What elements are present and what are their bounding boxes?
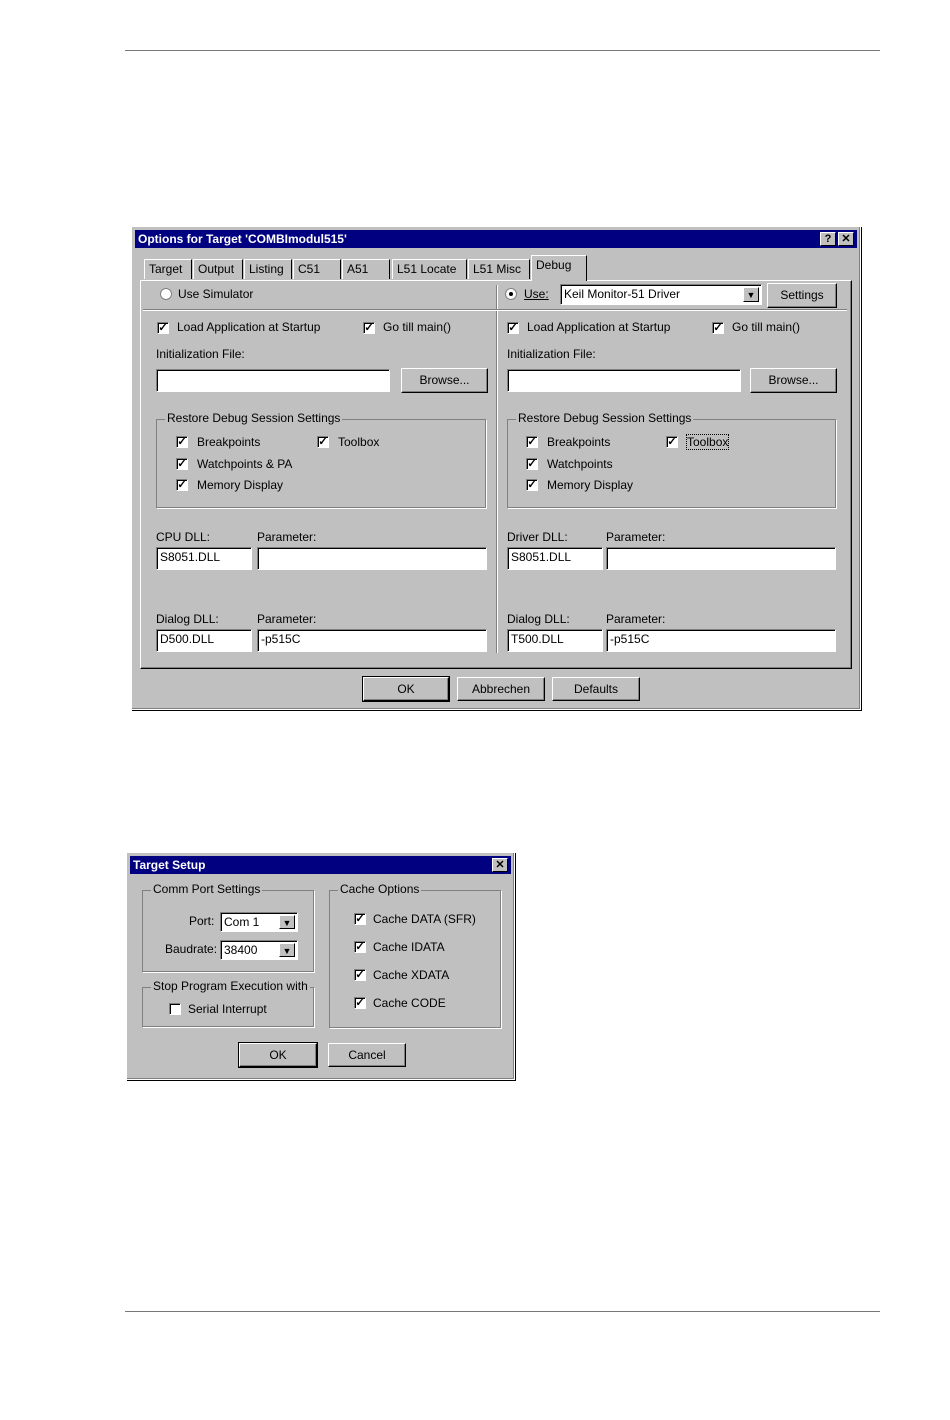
serial-interrupt-checkbox[interactable] bbox=[169, 1003, 181, 1015]
right-browse-button[interactable]: Browse... bbox=[750, 368, 837, 393]
right-toolbox-checkbox[interactable]: ✓ bbox=[667, 436, 677, 448]
tab-l51-misc[interactable]: L51 Misc bbox=[468, 259, 530, 279]
port-label: Port: bbox=[189, 914, 215, 928]
left-dialog-param-label: Parameter: bbox=[257, 612, 317, 626]
cpu-dll-input[interactable]: S8051.DLL bbox=[156, 547, 252, 570]
left-go-till-main-label: Go till main() bbox=[383, 320, 452, 334]
ok-button[interactable]: OK bbox=[363, 677, 449, 701]
target-cancel-button[interactable]: Cancel bbox=[328, 1043, 406, 1067]
tab-output[interactable]: Output bbox=[193, 259, 243, 279]
right-memory-display-label: Memory Display bbox=[547, 478, 634, 492]
left-load-app-label: Load Application at Startup bbox=[177, 320, 321, 334]
cache-idata-label: Cache IDATA bbox=[373, 940, 445, 954]
footer-rule bbox=[125, 1311, 880, 1312]
options-titlebar bbox=[135, 230, 857, 248]
baudrate-select-value: 38400 bbox=[224, 943, 258, 957]
use-simulator-radio[interactable] bbox=[160, 288, 172, 300]
tab-target[interactable]: Target bbox=[144, 259, 192, 279]
right-init-file-input[interactable] bbox=[507, 369, 741, 392]
left-restore-group bbox=[156, 411, 486, 508]
left-toolbox-label: Toolbox bbox=[338, 435, 380, 449]
left-restore-group-label: Restore Debug Session Settings bbox=[167, 411, 341, 425]
comm-port-group-label: Comm Port Settings bbox=[153, 882, 261, 896]
port-select-value: Com 1 bbox=[224, 915, 260, 929]
driver-select[interactable] bbox=[560, 284, 762, 305]
cache-data-checkbox[interactable]: ✓ bbox=[355, 913, 365, 925]
close-icon[interactable]: ✕ bbox=[838, 232, 854, 246]
cache-options-group-label: Cache Options bbox=[340, 882, 420, 896]
right-watchpoints-checkbox[interactable]: ✓ bbox=[527, 458, 537, 470]
left-go-till-main-checkbox[interactable]: ✓ bbox=[364, 322, 374, 334]
stop-exec-group-label: Stop Program Execution with bbox=[153, 979, 308, 993]
use-driver-radio[interactable] bbox=[505, 288, 517, 300]
stop-exec-group bbox=[142, 979, 314, 1027]
right-breakpoints-checkbox[interactable]: ✓ bbox=[527, 436, 537, 448]
target-ok-button[interactable]: OK bbox=[239, 1043, 317, 1067]
driver-select-value: Keil Monitor-51 Driver bbox=[564, 287, 681, 301]
serial-interrupt-label: Serial Interrupt bbox=[188, 1002, 267, 1016]
radio-dot bbox=[509, 292, 513, 296]
left-init-file-label: Initialization File: bbox=[156, 347, 245, 361]
right-dialog-dll-input[interactable]: T500.DLL bbox=[507, 629, 603, 652]
left-breakpoints-checkbox[interactable]: ✓ bbox=[177, 436, 187, 448]
comm-port-group bbox=[142, 882, 314, 972]
right-breakpoints-label: Breakpoints bbox=[547, 435, 611, 449]
settings-button[interactable]: Settings bbox=[767, 283, 837, 308]
left-load-app-checkbox[interactable]: ✓ bbox=[158, 322, 168, 334]
left-breakpoints-label: Breakpoints bbox=[197, 435, 261, 449]
cache-code-label: Cache CODE bbox=[373, 996, 446, 1010]
chevron-down-icon[interactable]: ▼ bbox=[743, 287, 759, 302]
left-dialog-dll-input[interactable]: D500.DLL bbox=[156, 629, 252, 652]
right-init-file-label: Initialization File: bbox=[507, 347, 596, 361]
right-load-app-checkbox[interactable]: ✓ bbox=[508, 322, 518, 334]
port-select[interactable] bbox=[220, 912, 298, 932]
baudrate-label: Baudrate: bbox=[165, 942, 218, 956]
driver-param-input[interactable] bbox=[606, 547, 836, 570]
target-setup-titlebar bbox=[130, 856, 511, 874]
right-dialog-param-input[interactable]: -p515C bbox=[606, 629, 836, 652]
target-setup-title: Target Setup bbox=[133, 858, 206, 872]
left-toolbox-checkbox[interactable]: ✓ bbox=[318, 436, 328, 448]
right-dialog-param-label: Parameter: bbox=[606, 612, 666, 626]
abbrechen-button[interactable]: Abbrechen bbox=[457, 677, 545, 701]
defaults-button[interactable]: Defaults bbox=[552, 677, 640, 701]
options-dialog bbox=[131, 226, 861, 710]
cpu-dll-label: CPU DLL: bbox=[156, 530, 211, 544]
driver-dll-label: Driver DLL: bbox=[507, 530, 568, 544]
header-rule bbox=[125, 50, 880, 51]
cache-options-group bbox=[329, 882, 501, 1028]
cache-code-checkbox[interactable]: ✓ bbox=[355, 997, 365, 1009]
close-icon[interactable]: ✕ bbox=[492, 858, 508, 872]
cache-data-label: Cache DATA (SFR) bbox=[373, 912, 476, 926]
chevron-down-icon[interactable]: ▼ bbox=[279, 943, 295, 957]
target-setup-dialog bbox=[126, 852, 515, 1080]
left-memory-display-label: Memory Display bbox=[197, 478, 284, 492]
right-restore-group bbox=[507, 411, 836, 508]
tab-debug[interactable]: Debug bbox=[531, 255, 587, 281]
right-dialog-dll-label: Dialog DLL: bbox=[507, 612, 570, 626]
left-dialog-dll-label: Dialog DLL: bbox=[156, 612, 219, 626]
right-memory-display-checkbox[interactable]: ✓ bbox=[527, 479, 537, 491]
right-restore-group-label: Restore Debug Session Settings bbox=[518, 411, 692, 425]
driver-param-label: Parameter: bbox=[606, 530, 666, 544]
debug-panel bbox=[140, 280, 852, 669]
tab-listing[interactable]: Listing bbox=[244, 259, 292, 279]
right-toolbox-label: Toolbox bbox=[687, 435, 729, 449]
panel-divider bbox=[496, 285, 498, 653]
panel-hline bbox=[143, 309, 847, 311]
use-simulator-label: Use Simulator bbox=[178, 287, 254, 301]
right-watchpoints-label: Watchpoints bbox=[547, 457, 613, 471]
left-init-file-input[interactable] bbox=[156, 369, 390, 392]
cache-idata-checkbox[interactable]: ✓ bbox=[355, 941, 365, 953]
left-watchpoints-checkbox[interactable]: ✓ bbox=[177, 458, 187, 470]
driver-dll-input[interactable]: S8051.DLL bbox=[507, 547, 603, 570]
left-watchpoints-label: Watchpoints & PA bbox=[197, 457, 293, 471]
baudrate-select[interactable] bbox=[220, 940, 298, 960]
right-go-till-main-label: Go till main() bbox=[732, 320, 801, 334]
cache-xdata-checkbox[interactable]: ✓ bbox=[355, 969, 365, 981]
cpu-param-label: Parameter: bbox=[257, 530, 317, 544]
tab-c51[interactable]: C51 bbox=[293, 259, 341, 279]
cache-xdata-label: Cache XDATA bbox=[373, 968, 450, 982]
options-title: Options for Target 'COMBImodul515' bbox=[138, 232, 347, 246]
left-browse-button[interactable]: Browse... bbox=[401, 368, 488, 393]
right-load-app-label: Load Application at Startup bbox=[527, 320, 671, 334]
help-button[interactable]: ? bbox=[820, 232, 836, 246]
left-memory-display-checkbox[interactable]: ✓ bbox=[177, 479, 187, 491]
right-go-till-main-checkbox[interactable]: ✓ bbox=[713, 322, 723, 334]
left-dialog-param-input[interactable]: -p515C bbox=[257, 629, 487, 652]
tab-l51-locate[interactable]: L51 Locate bbox=[392, 259, 467, 279]
tab-a51[interactable]: A51 bbox=[342, 259, 390, 279]
cpu-param-input[interactable] bbox=[257, 547, 487, 570]
use-driver-label: Use: bbox=[524, 287, 549, 301]
chevron-down-icon[interactable]: ▼ bbox=[279, 915, 295, 929]
